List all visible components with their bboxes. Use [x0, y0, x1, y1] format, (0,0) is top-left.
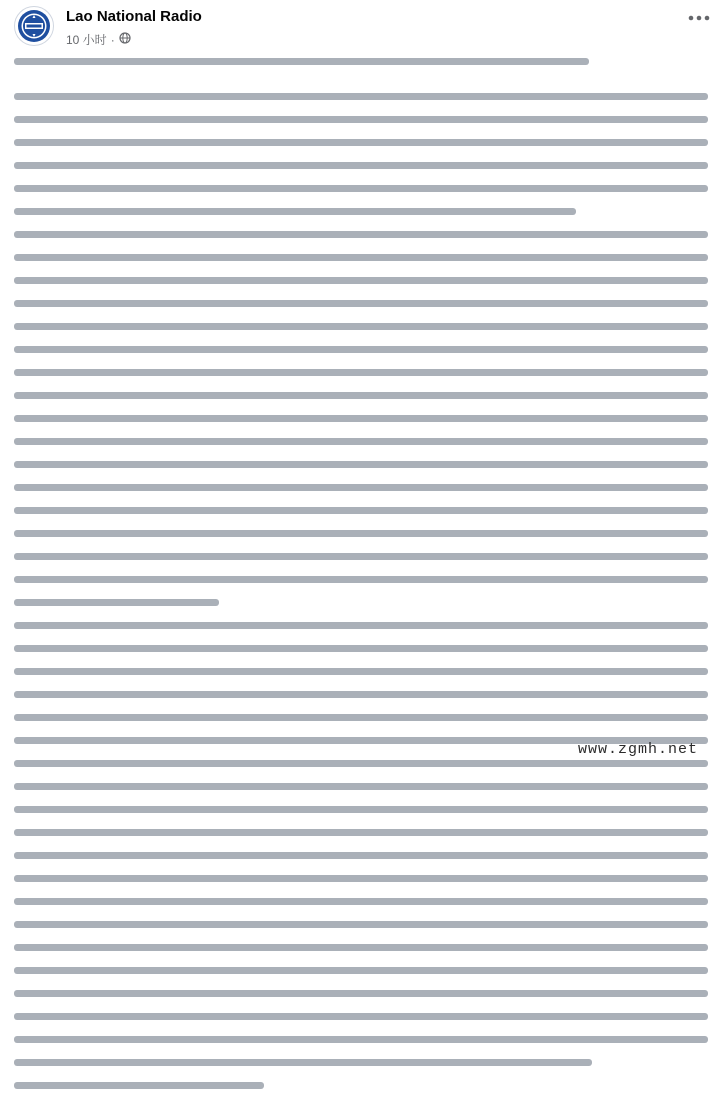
- page-name[interactable]: Lao National Radio: [66, 8, 202, 25]
- post-meta: [66, 31, 131, 48]
- post-header: [14, 6, 714, 52]
- page-avatar[interactable]: [14, 6, 54, 46]
- post-body: [14, 58, 708, 1105]
- post-heading: [14, 58, 708, 65]
- post-paragraph: [14, 622, 708, 1066]
- globe-icon: [119, 32, 131, 47]
- more-options-icon[interactable]: [684, 6, 714, 30]
- lao-national-radio-logo-icon: [17, 9, 51, 43]
- post-byline: [14, 1082, 708, 1089]
- post-paragraph: [14, 93, 708, 215]
- post-paragraph: [14, 231, 708, 606]
- meta-separator: ·: [110, 32, 115, 47]
- post-time[interactable]: 10 小时: [66, 33, 107, 47]
- watermark: www.zgmh.net: [577, 741, 698, 758]
